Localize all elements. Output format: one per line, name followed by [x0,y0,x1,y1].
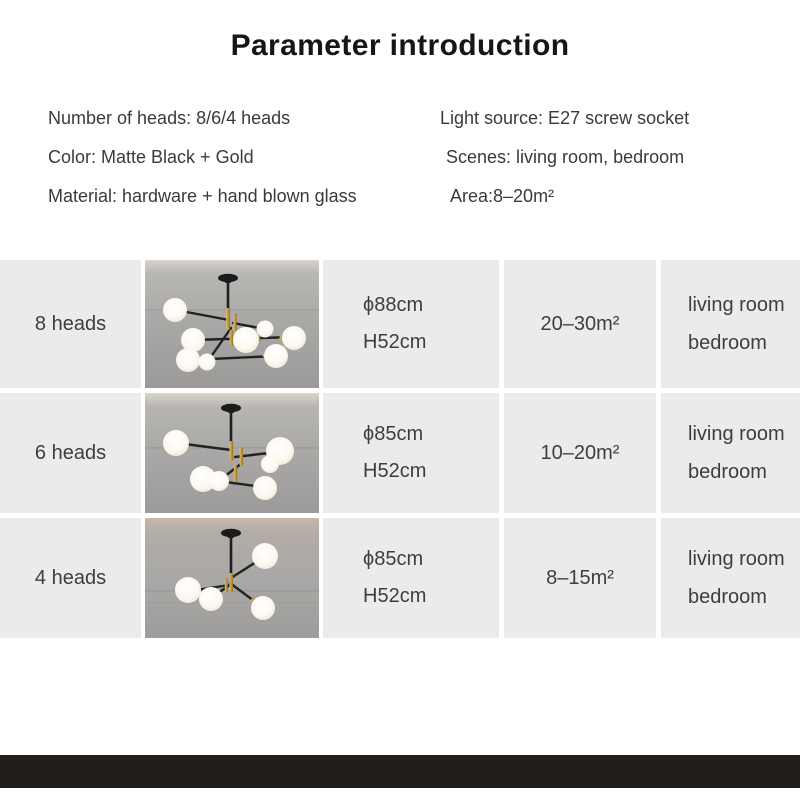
room-line: living room [688,294,785,316]
spec-material: Material: hardware + hand blown glass [48,186,357,206]
spec-light-source: Light source: E27 screw socket [440,108,690,128]
dimension-diameter: ϕ85cm [363,423,424,445]
dimension-height: H52cm [363,460,427,482]
dimension-diameter: ϕ88cm [363,294,424,316]
cell-area: 20–30m² [504,260,656,388]
cell-dimensions [323,393,499,513]
cell-dimensions [323,518,499,638]
cell-rooms [661,518,800,638]
chandelier-6-heads-image [145,393,319,513]
cell-rooms [661,393,800,513]
table-row-8-heads [0,260,800,388]
spec-color: Color: Matte Black + Gold [48,147,254,167]
footer-bar [0,755,800,788]
cell-area: 8–15m² [504,518,656,638]
page-title: Parameter introduction [230,29,570,62]
room-line: bedroom [688,586,767,608]
table-row-6-heads [0,393,800,513]
size-comparison-table [0,260,800,643]
cell-heads-label: 4 heads [0,518,141,638]
cell-product-photo [145,518,319,638]
cell-product-photo [145,393,319,513]
cell-rooms [661,260,800,388]
dimension-height: H52cm [363,585,427,607]
spec-area: Area:8–20m² [450,186,555,206]
cell-product-photo [145,260,319,388]
cell-area: 10–20m² [504,393,656,513]
room-line: living room [688,423,785,445]
room-line: bedroom [688,332,767,354]
dimension-diameter: ϕ85cm [363,548,424,570]
cell-heads-label: 6 heads [0,393,141,513]
room-line: living room [688,548,785,570]
chandelier-4-heads-image [145,518,319,638]
cell-heads-label: 8 heads [0,260,141,388]
chandelier-8-heads-image [145,260,319,388]
dimension-height: H52cm [363,331,427,353]
spec-scenes: Scenes: living room, bedroom [446,147,685,167]
cell-dimensions [323,260,499,388]
table-row-4-heads [0,518,800,638]
spec-number-of-heads: Number of heads: 8/6/4 heads [48,108,291,128]
room-line: bedroom [688,461,767,483]
